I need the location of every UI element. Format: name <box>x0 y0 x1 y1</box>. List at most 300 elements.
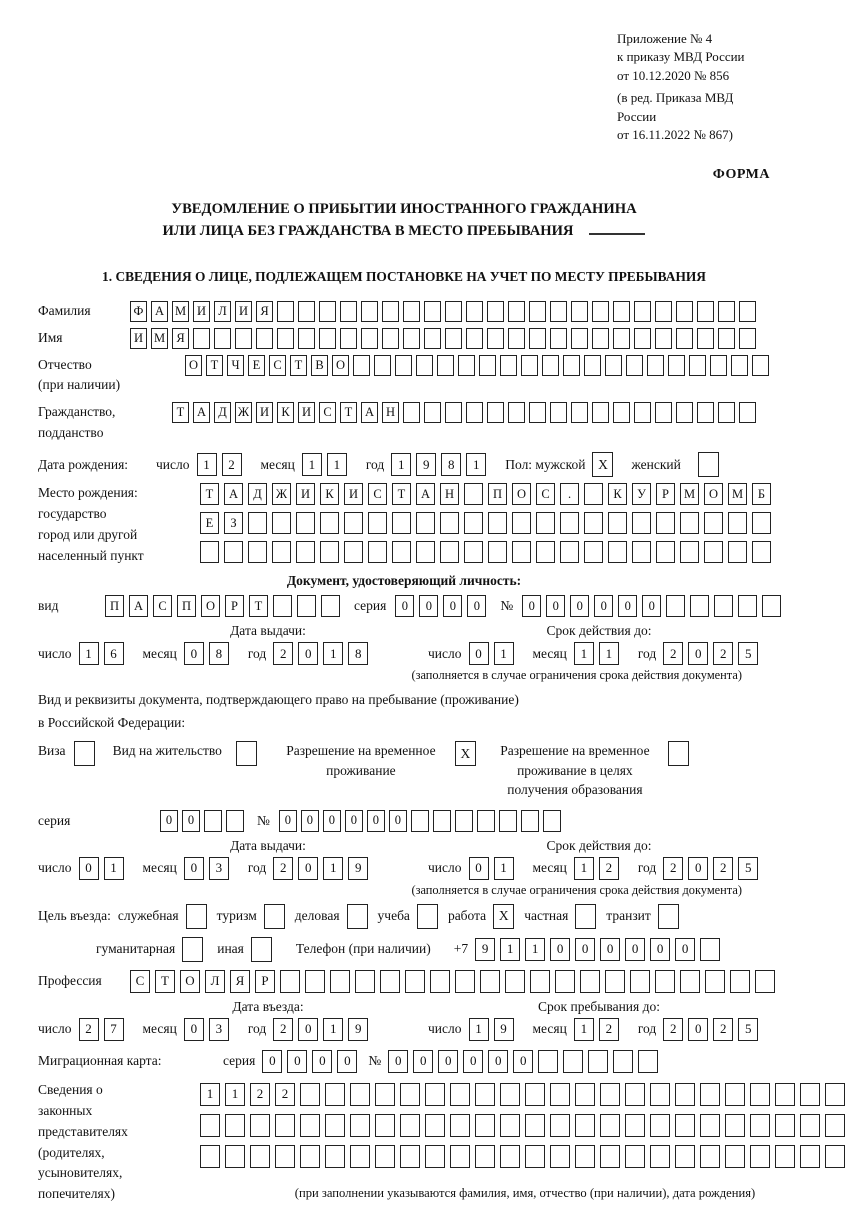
char-cell[interactable] <box>424 402 441 423</box>
char-cell[interactable]: П <box>105 595 124 617</box>
char-cell[interactable]: 8 <box>209 642 229 665</box>
char-cell[interactable]: 0 <box>688 1018 708 1041</box>
char-cell[interactable] <box>272 541 291 563</box>
char-cell[interactable] <box>725 1114 745 1137</box>
char-cell[interactable] <box>625 1083 645 1106</box>
char-cell[interactable] <box>725 1083 745 1106</box>
char-cell[interactable] <box>730 970 750 993</box>
char-cell[interactable] <box>464 483 483 505</box>
char-cell[interactable]: 1 <box>225 1083 245 1106</box>
char-cell[interactable]: 0 <box>395 595 414 617</box>
char-cell[interactable] <box>592 301 609 322</box>
char-cell[interactable] <box>697 301 714 322</box>
char-cell[interactable]: 0 <box>550 938 570 961</box>
char-cell[interactable]: 3 <box>209 1018 229 1041</box>
char-cell[interactable] <box>718 301 735 322</box>
char-cell[interactable]: 0 <box>184 857 204 880</box>
char-cell[interactable]: 5 <box>738 642 758 665</box>
char-cell[interactable] <box>297 595 316 617</box>
char-cell[interactable] <box>353 355 370 376</box>
char-cell[interactable] <box>626 355 643 376</box>
char-cell[interactable]: Т <box>155 970 175 993</box>
char-cell[interactable] <box>500 1114 520 1137</box>
char-cell[interactable] <box>405 970 425 993</box>
char-cell[interactable] <box>361 301 378 322</box>
char-cell[interactable] <box>550 1114 570 1137</box>
char-cell[interactable]: 2 <box>79 1018 99 1041</box>
char-cell[interactable]: Б <box>752 483 771 505</box>
char-cell[interactable]: 0 <box>389 810 407 832</box>
char-cell[interactable]: П <box>177 595 196 617</box>
char-cell[interactable] <box>608 541 627 563</box>
char-cell[interactable]: 2 <box>663 642 683 665</box>
char-cell[interactable]: 0 <box>337 1050 357 1073</box>
char-cell[interactable]: 0 <box>160 810 178 832</box>
char-cell[interactable]: О <box>180 970 200 993</box>
char-cell[interactable]: Ж <box>272 483 291 505</box>
char-cell[interactable] <box>464 541 483 563</box>
char-cell[interactable]: Т <box>172 402 189 423</box>
char-cell[interactable]: 0 <box>642 595 661 617</box>
char-cell[interactable]: Т <box>206 355 223 376</box>
char-cell[interactable]: 0 <box>301 810 319 832</box>
char-cell[interactable] <box>705 970 725 993</box>
char-cell[interactable]: . <box>560 483 579 505</box>
char-cell[interactable] <box>563 1050 583 1073</box>
char-cell[interactable]: 0 <box>688 857 708 880</box>
char-cell[interactable]: 2 <box>663 1018 683 1041</box>
char-cell[interactable]: 0 <box>279 810 297 832</box>
char-cell[interactable] <box>477 810 495 832</box>
char-cell[interactable] <box>536 541 555 563</box>
char-cell[interactable]: 5 <box>738 1018 758 1041</box>
char-cell[interactable]: Е <box>200 512 219 534</box>
char-cell[interactable] <box>650 1145 670 1168</box>
char-cell[interactable]: 1 <box>494 642 514 665</box>
char-cell[interactable]: С <box>130 970 150 993</box>
char-cell[interactable]: С <box>319 402 336 423</box>
char-cell[interactable]: И <box>235 301 252 322</box>
char-cell[interactable] <box>445 328 462 349</box>
char-cell[interactable] <box>425 1083 445 1106</box>
char-cell[interactable] <box>508 328 525 349</box>
char-cell[interactable] <box>464 512 483 534</box>
char-cell[interactable] <box>512 512 531 534</box>
char-cell[interactable]: 1 <box>302 453 322 476</box>
char-cell[interactable] <box>300 1083 320 1106</box>
char-cell[interactable] <box>475 1083 495 1106</box>
char-cell[interactable]: 1 <box>327 453 347 476</box>
sex-male-checkbox[interactable]: X <box>592 452 613 477</box>
char-cell[interactable] <box>560 512 579 534</box>
char-cell[interactable] <box>650 1114 670 1137</box>
char-cell[interactable] <box>613 402 630 423</box>
char-cell[interactable]: 0 <box>575 938 595 961</box>
char-cell[interactable] <box>550 328 567 349</box>
char-cell[interactable]: 0 <box>467 595 486 617</box>
char-cell[interactable] <box>500 1083 520 1106</box>
char-cell[interactable]: С <box>368 483 387 505</box>
char-cell[interactable] <box>235 328 252 349</box>
char-cell[interactable]: 0 <box>469 857 489 880</box>
char-cell[interactable]: М <box>151 328 168 349</box>
char-cell[interactable]: 1 <box>494 857 514 880</box>
char-cell[interactable] <box>368 541 387 563</box>
char-cell[interactable]: 1 <box>323 1018 343 1041</box>
char-cell[interactable]: 2 <box>273 1018 293 1041</box>
char-cell[interactable]: 1 <box>574 642 594 665</box>
char-cell[interactable] <box>550 1083 570 1106</box>
char-cell[interactable] <box>487 402 504 423</box>
char-cell[interactable]: 8 <box>441 453 461 476</box>
char-cell[interactable] <box>550 301 567 322</box>
char-cell[interactable]: 2 <box>222 453 242 476</box>
char-cell[interactable] <box>250 1114 270 1137</box>
char-cell[interactable]: 0 <box>675 938 695 961</box>
char-cell[interactable]: П <box>488 483 507 505</box>
purpose-business-checkbox[interactable] <box>347 904 368 929</box>
char-cell[interactable] <box>487 328 504 349</box>
char-cell[interactable] <box>625 1114 645 1137</box>
char-cell[interactable]: З <box>224 512 243 534</box>
char-cell[interactable] <box>800 1145 820 1168</box>
char-cell[interactable]: 9 <box>494 1018 514 1041</box>
char-cell[interactable] <box>613 328 630 349</box>
char-cell[interactable]: 8 <box>348 642 368 665</box>
char-cell[interactable] <box>450 1145 470 1168</box>
char-cell[interactable] <box>728 512 747 534</box>
char-cell[interactable] <box>380 970 400 993</box>
char-cell[interactable] <box>536 512 555 534</box>
char-cell[interactable]: 0 <box>469 642 489 665</box>
char-cell[interactable] <box>571 301 588 322</box>
char-cell[interactable] <box>690 595 709 617</box>
char-cell[interactable]: 0 <box>443 595 462 617</box>
char-cell[interactable]: 0 <box>323 810 341 832</box>
char-cell[interactable]: 0 <box>298 857 318 880</box>
char-cell[interactable] <box>542 355 559 376</box>
char-cell[interactable] <box>700 1114 720 1137</box>
char-cell[interactable] <box>630 970 650 993</box>
char-cell[interactable] <box>488 541 507 563</box>
char-cell[interactable]: А <box>151 301 168 322</box>
char-cell[interactable] <box>411 810 429 832</box>
char-cell[interactable] <box>750 1145 770 1168</box>
char-cell[interactable]: 9 <box>416 453 436 476</box>
char-cell[interactable]: Ф <box>130 301 147 322</box>
char-cell[interactable]: 1 <box>197 453 217 476</box>
char-cell[interactable] <box>500 1145 520 1168</box>
char-cell[interactable] <box>300 1114 320 1137</box>
char-cell[interactable]: 2 <box>663 857 683 880</box>
char-cell[interactable]: 0 <box>419 595 438 617</box>
char-cell[interactable]: И <box>344 483 363 505</box>
char-cell[interactable] <box>656 541 675 563</box>
char-cell[interactable] <box>340 328 357 349</box>
char-cell[interactable] <box>433 810 451 832</box>
char-cell[interactable]: Д <box>248 483 267 505</box>
char-cell[interactable]: С <box>269 355 286 376</box>
purpose-study-checkbox[interactable] <box>417 904 438 929</box>
char-cell[interactable] <box>613 301 630 322</box>
char-cell[interactable] <box>305 970 325 993</box>
char-cell[interactable] <box>752 512 771 534</box>
char-cell[interactable] <box>466 301 483 322</box>
char-cell[interactable] <box>632 512 651 534</box>
char-cell[interactable] <box>450 1083 470 1106</box>
char-cell[interactable]: А <box>193 402 210 423</box>
char-cell[interactable] <box>600 1145 620 1168</box>
char-cell[interactable]: Р <box>225 595 244 617</box>
char-cell[interactable]: Т <box>200 483 219 505</box>
char-cell[interactable] <box>529 301 546 322</box>
char-cell[interactable]: 1 <box>200 1083 220 1106</box>
char-cell[interactable] <box>500 355 517 376</box>
char-cell[interactable] <box>487 301 504 322</box>
char-cell[interactable]: 2 <box>713 642 733 665</box>
char-cell[interactable]: Е <box>248 355 265 376</box>
char-cell[interactable] <box>718 328 735 349</box>
char-cell[interactable]: О <box>185 355 202 376</box>
purpose-private-checkbox[interactable] <box>575 904 596 929</box>
char-cell[interactable] <box>424 328 441 349</box>
char-cell[interactable] <box>625 1145 645 1168</box>
char-cell[interactable] <box>800 1114 820 1137</box>
char-cell[interactable] <box>374 355 391 376</box>
char-cell[interactable]: Я <box>230 970 250 993</box>
char-cell[interactable] <box>575 1114 595 1137</box>
char-cell[interactable]: 0 <box>618 595 637 617</box>
char-cell[interactable] <box>697 328 714 349</box>
char-cell[interactable]: 1 <box>391 453 411 476</box>
char-cell[interactable] <box>555 970 575 993</box>
char-cell[interactable] <box>530 970 550 993</box>
sex-female-checkbox[interactable] <box>698 452 719 477</box>
char-cell[interactable]: 0 <box>463 1050 483 1073</box>
char-cell[interactable] <box>700 1145 720 1168</box>
char-cell[interactable] <box>479 355 496 376</box>
char-cell[interactable] <box>325 1145 345 1168</box>
char-cell[interactable] <box>608 512 627 534</box>
char-cell[interactable] <box>350 1114 370 1137</box>
char-cell[interactable]: Т <box>249 595 268 617</box>
char-cell[interactable] <box>731 355 748 376</box>
char-cell[interactable] <box>634 402 651 423</box>
char-cell[interactable]: 1 <box>525 938 545 961</box>
char-cell[interactable]: 2 <box>250 1083 270 1106</box>
char-cell[interactable] <box>355 970 375 993</box>
char-cell[interactable]: 0 <box>438 1050 458 1073</box>
char-cell[interactable] <box>361 328 378 349</box>
char-cell[interactable]: 5 <box>738 857 758 880</box>
temp-residence-checkbox[interactable]: X <box>455 741 476 766</box>
char-cell[interactable]: Л <box>214 301 231 322</box>
char-cell[interactable] <box>634 301 651 322</box>
temp-residence-education-checkbox[interactable] <box>668 741 689 766</box>
char-cell[interactable] <box>350 1083 370 1106</box>
char-cell[interactable] <box>400 1145 420 1168</box>
char-cell[interactable] <box>800 1083 820 1106</box>
char-cell[interactable] <box>588 1050 608 1073</box>
char-cell[interactable] <box>440 512 459 534</box>
purpose-transit-checkbox[interactable] <box>658 904 679 929</box>
char-cell[interactable] <box>368 512 387 534</box>
char-cell[interactable] <box>655 301 672 322</box>
char-cell[interactable] <box>450 1114 470 1137</box>
char-cell[interactable] <box>375 1114 395 1137</box>
char-cell[interactable]: Т <box>340 402 357 423</box>
char-cell[interactable]: 9 <box>475 938 495 961</box>
char-cell[interactable]: 0 <box>345 810 363 832</box>
char-cell[interactable]: Я <box>172 328 189 349</box>
char-cell[interactable] <box>750 1083 770 1106</box>
char-cell[interactable]: 0 <box>298 1018 318 1041</box>
char-cell[interactable] <box>248 541 267 563</box>
char-cell[interactable] <box>466 328 483 349</box>
char-cell[interactable] <box>825 1114 845 1137</box>
char-cell[interactable] <box>425 1145 445 1168</box>
char-cell[interactable] <box>475 1114 495 1137</box>
char-cell[interactable]: М <box>172 301 189 322</box>
char-cell[interactable]: 1 <box>469 1018 489 1041</box>
char-cell[interactable] <box>600 1114 620 1137</box>
char-cell[interactable] <box>668 355 685 376</box>
char-cell[interactable] <box>775 1145 795 1168</box>
char-cell[interactable] <box>298 301 315 322</box>
char-cell[interactable]: С <box>153 595 172 617</box>
char-cell[interactable] <box>656 512 675 534</box>
char-cell[interactable] <box>605 355 622 376</box>
char-cell[interactable]: 0 <box>367 810 385 832</box>
char-cell[interactable]: 0 <box>182 810 200 832</box>
char-cell[interactable]: И <box>298 402 315 423</box>
char-cell[interactable] <box>634 328 651 349</box>
char-cell[interactable] <box>296 541 315 563</box>
char-cell[interactable] <box>655 402 672 423</box>
char-cell[interactable]: 0 <box>570 595 589 617</box>
char-cell[interactable]: О <box>332 355 349 376</box>
char-cell[interactable] <box>382 328 399 349</box>
char-cell[interactable]: 1 <box>574 857 594 880</box>
char-cell[interactable] <box>752 355 769 376</box>
purpose-official-checkbox[interactable] <box>186 904 207 929</box>
char-cell[interactable] <box>550 1145 570 1168</box>
char-cell[interactable] <box>480 970 500 993</box>
char-cell[interactable]: У <box>632 483 651 505</box>
char-cell[interactable]: Т <box>290 355 307 376</box>
char-cell[interactable] <box>521 355 538 376</box>
char-cell[interactable] <box>571 328 588 349</box>
char-cell[interactable]: 0 <box>488 1050 508 1073</box>
char-cell[interactable] <box>395 355 412 376</box>
char-cell[interactable] <box>340 301 357 322</box>
visa-checkbox[interactable] <box>74 741 95 766</box>
char-cell[interactable] <box>563 355 580 376</box>
char-cell[interactable] <box>277 301 294 322</box>
char-cell[interactable] <box>676 301 693 322</box>
char-cell[interactable] <box>655 970 675 993</box>
char-cell[interactable] <box>300 1145 320 1168</box>
char-cell[interactable]: К <box>277 402 294 423</box>
char-cell[interactable] <box>512 541 531 563</box>
char-cell[interactable] <box>225 1114 245 1137</box>
char-cell[interactable]: 0 <box>312 1050 332 1073</box>
char-cell[interactable] <box>400 1114 420 1137</box>
char-cell[interactable] <box>750 1114 770 1137</box>
char-cell[interactable]: О <box>512 483 531 505</box>
char-cell[interactable] <box>392 541 411 563</box>
char-cell[interactable]: 2 <box>275 1083 295 1106</box>
char-cell[interactable] <box>430 970 450 993</box>
char-cell[interactable] <box>445 301 462 322</box>
char-cell[interactable] <box>752 541 771 563</box>
char-cell[interactable] <box>445 402 462 423</box>
char-cell[interactable] <box>319 328 336 349</box>
char-cell[interactable] <box>466 402 483 423</box>
char-cell[interactable] <box>739 301 756 322</box>
char-cell[interactable] <box>248 512 267 534</box>
char-cell[interactable]: Л <box>205 970 225 993</box>
char-cell[interactable] <box>403 402 420 423</box>
char-cell[interactable] <box>437 355 454 376</box>
char-cell[interactable] <box>718 402 735 423</box>
char-cell[interactable]: 0 <box>594 595 613 617</box>
char-cell[interactable]: 3 <box>209 857 229 880</box>
char-cell[interactable] <box>605 970 625 993</box>
char-cell[interactable] <box>475 1145 495 1168</box>
char-cell[interactable]: 6 <box>104 642 124 665</box>
char-cell[interactable] <box>584 541 603 563</box>
char-cell[interactable]: 0 <box>600 938 620 961</box>
char-cell[interactable] <box>675 1083 695 1106</box>
char-cell[interactable]: Д <box>214 402 231 423</box>
char-cell[interactable] <box>739 402 756 423</box>
char-cell[interactable] <box>675 1145 695 1168</box>
char-cell[interactable] <box>704 541 723 563</box>
char-cell[interactable]: 1 <box>599 642 619 665</box>
char-cell[interactable]: С <box>536 483 555 505</box>
char-cell[interactable] <box>825 1145 845 1168</box>
char-cell[interactable] <box>775 1114 795 1137</box>
char-cell[interactable] <box>200 1114 220 1137</box>
char-cell[interactable]: 1 <box>574 1018 594 1041</box>
char-cell[interactable]: В <box>311 355 328 376</box>
char-cell[interactable] <box>350 1145 370 1168</box>
char-cell[interactable]: 1 <box>104 857 124 880</box>
char-cell[interactable] <box>272 512 291 534</box>
residence-permit-checkbox[interactable] <box>236 741 257 766</box>
char-cell[interactable] <box>375 1083 395 1106</box>
char-cell[interactable] <box>714 595 733 617</box>
char-cell[interactable]: 2 <box>599 857 619 880</box>
char-cell[interactable] <box>521 810 539 832</box>
char-cell[interactable]: Н <box>440 483 459 505</box>
char-cell[interactable]: 0 <box>625 938 645 961</box>
char-cell[interactable] <box>325 1083 345 1106</box>
char-cell[interactable]: К <box>320 483 339 505</box>
char-cell[interactable] <box>571 402 588 423</box>
char-cell[interactable] <box>650 1083 670 1106</box>
char-cell[interactable]: 0 <box>546 595 565 617</box>
char-cell[interactable]: 0 <box>287 1050 307 1073</box>
char-cell[interactable]: О <box>704 483 723 505</box>
char-cell[interactable] <box>455 810 473 832</box>
char-cell[interactable] <box>226 810 244 832</box>
char-cell[interactable] <box>755 970 775 993</box>
char-cell[interactable] <box>319 301 336 322</box>
char-cell[interactable]: М <box>680 483 699 505</box>
char-cell[interactable]: 0 <box>522 595 541 617</box>
